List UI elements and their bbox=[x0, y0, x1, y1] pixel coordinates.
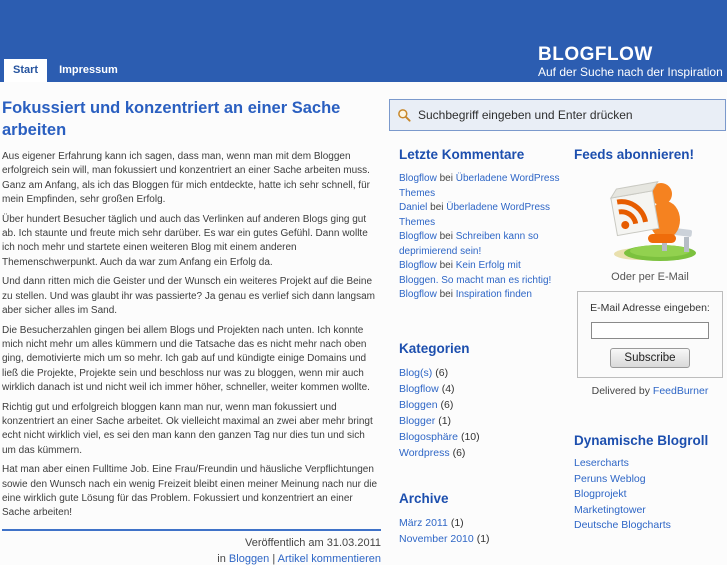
feeds-heading: Feeds abonnieren! bbox=[574, 147, 695, 162]
categories-heading: Kategorien bbox=[399, 341, 470, 356]
comment-author-link[interactable]: Blogflow bbox=[399, 289, 437, 300]
category-count: (6) bbox=[452, 447, 466, 459]
blogroll-link-deutsche-blogcharts[interactable]: Deutsche Blogcharts bbox=[574, 519, 671, 531]
article-column bbox=[2, 97, 381, 565]
archive-count: (1) bbox=[476, 533, 490, 545]
category-count: (6) bbox=[435, 367, 449, 379]
category-link[interactable]: Blogosphäre bbox=[399, 431, 458, 443]
category-item bbox=[399, 445, 562, 461]
blogroll-item bbox=[574, 456, 726, 472]
feeds-section bbox=[574, 147, 726, 397]
rss-mascot-image[interactable] bbox=[598, 170, 702, 262]
blogroll-item bbox=[574, 503, 726, 519]
article-meta-line bbox=[2, 549, 381, 565]
search-box[interactable] bbox=[389, 99, 726, 131]
nav-tab-start[interactable]: Start bbox=[4, 59, 47, 82]
meta-separator: | bbox=[269, 552, 278, 565]
recent-comments-heading: Letzte Kommentare bbox=[399, 147, 525, 162]
category-link[interactable]: Blogger bbox=[399, 415, 436, 427]
comment-sep: bei bbox=[436, 173, 456, 184]
archive-heading: Archive bbox=[399, 491, 449, 506]
comment-sep: bei bbox=[436, 260, 456, 271]
category-item bbox=[399, 413, 562, 429]
article-paragraph-4: Die Besucherzahlen gingen bei allem Blogs und Projekten nach unten. Ich konnte mich nicht mehr um alles kümmern und die Tatsache das es nicht mehr nach oben ging, demotivierte mich um so mehr. Ich gab auf und kündigte einige Domains und ließ die Projekte, Projekte sein und beschloss nur was zu bloggen, wenn mir auch wirklich danach ist und nicht weil ich immer höher, schneller, weiter kommen wollte. bbox=[2, 324, 370, 393]
feedburner-link[interactable]: FeedBurner bbox=[652, 385, 709, 397]
comment-sep: bei bbox=[427, 202, 447, 213]
blogroll-link-marketingtower[interactable]: Marketingtower bbox=[574, 503, 646, 516]
published-date: Veröffentlich am 31.03.2011 bbox=[245, 536, 381, 549]
comment-sep: bei bbox=[436, 231, 456, 242]
category-count: (4) bbox=[441, 383, 455, 395]
main-nav bbox=[4, 59, 127, 82]
email-subscribe-form bbox=[577, 291, 723, 378]
blogroll-link-lesercharts[interactable]: Lesercharts bbox=[574, 457, 629, 469]
meta-comment-link[interactable]: Artikel kommentieren bbox=[277, 552, 381, 565]
category-item bbox=[399, 381, 562, 397]
article-paragraph-1: Aus eigener Erfahrung kann ich sagen, dass man, wenn man mit dem Bloggen erfolgreich sein will, man fokussiert und konzentriert an einer Sache arbeiten muss. Ganz am Anfang, als ich das Bloggen für mich entdeckte, hatte ich sehr schnell, für mein Empfinden, sehr großen Erfolg. bbox=[2, 151, 370, 205]
archive-section bbox=[399, 491, 562, 547]
archive-list bbox=[399, 515, 562, 547]
comment-post-link[interactable]: Kein Erfolg mit Bloggen. So macht man es richtig! bbox=[399, 260, 552, 286]
blogroll-item bbox=[574, 472, 726, 488]
comment-post-link[interactable]: Überladene WordPress Themes bbox=[399, 202, 551, 228]
comment-author-link[interactable]: Daniel bbox=[399, 202, 428, 213]
blogroll-item bbox=[574, 518, 726, 534]
nav-tab-impressum[interactable]: Impressum bbox=[59, 64, 118, 76]
category-link[interactable]: Wordpress bbox=[399, 447, 450, 459]
category-item bbox=[399, 397, 562, 413]
email-form-label: E-Mail Adresse eingeben: bbox=[590, 302, 710, 314]
category-link[interactable]: Blogflow bbox=[399, 383, 439, 395]
archive-item bbox=[399, 515, 562, 531]
site-header bbox=[0, 0, 727, 82]
delivered-prefix: Delivered by bbox=[591, 385, 653, 397]
comment-post-link[interactable]: Schreiben kann so deprimierend sein! bbox=[399, 231, 539, 257]
comment-author-link[interactable]: Blogflow bbox=[399, 231, 437, 242]
category-item bbox=[399, 429, 562, 445]
comment-post-link[interactable]: Inspiration finden bbox=[455, 289, 532, 300]
search-icon bbox=[397, 108, 412, 123]
blogroll-heading: Dynamische Blogroll bbox=[574, 433, 709, 448]
article-paragraph-3: Und dann ritten mich die Geister und der Wunsch ein weiteres Projekt auf die Beine zu stellen. Und was glaubt ihr was passierte? Ja genau es verlief sich dann langsam aber sicher alles im Sand. bbox=[2, 276, 375, 316]
blogroll-link-peruns-weblog[interactable]: Peruns Weblog bbox=[574, 472, 646, 485]
comment-item bbox=[399, 230, 562, 259]
archive-count: (1) bbox=[450, 517, 464, 529]
subscribe-button[interactable]: Subscribe bbox=[610, 348, 689, 368]
article-paragraph-6: Hat man aber einen Fulltime Job. Eine Frau/Freundin und häusliche Verpflichtungen sowie den Wunsch nach ein wenig Freizeit bleibt einen meiner Meinung nach nur die eine wirklich gute Lösung für das Problem. Fokussiert und konzentriert an einer Sache arbeiten! bbox=[2, 464, 378, 519]
category-link[interactable]: Bloggen bbox=[399, 399, 438, 411]
category-count: (10) bbox=[460, 431, 480, 443]
or-email-label: Oder per E-Mail bbox=[611, 271, 689, 283]
site-tagline: Auf der Suche nach der Inspiration bbox=[538, 65, 723, 79]
comment-sep: bei bbox=[436, 289, 456, 300]
archive-link[interactable]: November 2010 bbox=[399, 533, 474, 545]
categories-section bbox=[399, 341, 562, 461]
comment-author-link[interactable]: Blogflow bbox=[399, 260, 437, 271]
comment-item bbox=[399, 288, 562, 303]
archive-link[interactable]: März 2011 bbox=[399, 517, 448, 529]
blogroll-list bbox=[574, 456, 726, 534]
search-input[interactable] bbox=[418, 108, 718, 122]
article-title: Fokussiert und konzentriert an einer Sache arbeiten bbox=[2, 99, 341, 139]
comment-author-link[interactable]: Blogflow bbox=[399, 173, 437, 184]
article-paragraph-2: Über hundert Besucher täglich und auch das Verlinken auf anderen Blogs ging gut ab. Ich staunte und freute mich sehr darüber. Es war ein gutes Gefühl. Dann wollte ich noch mehr und startete einen weiteren Blog mit einem anderen Themenschwerpunkt. Auch da war zum Anfang ein Erfolg da. bbox=[2, 213, 368, 268]
blogroll-item bbox=[574, 487, 726, 503]
delivered-by-line bbox=[574, 385, 726, 397]
recent-comments-section bbox=[399, 147, 562, 303]
article-paragraph-5: Richtig gut und erfolgreich bloggen kann man nur, wenn man fokussiert und konzentriert an einer Sache arbeitet. Ok vielleicht maximal an zwei aber mehr bringt echt nicht wirklich viel, es sei den man kann den ganzen Tag nur dies tun und sich um das kümmern. bbox=[2, 401, 373, 456]
site-title: BLOGFLOW bbox=[538, 44, 653, 65]
comment-post-link[interactable]: Überladene WordPress Themes bbox=[399, 173, 560, 199]
comment-item bbox=[399, 172, 562, 201]
blogroll-link-blogprojekt[interactable]: Blogprojekt bbox=[574, 488, 627, 500]
categories-list bbox=[399, 365, 562, 461]
site-brand bbox=[538, 44, 723, 79]
comment-item bbox=[399, 259, 562, 288]
category-link[interactable]: Blog(s) bbox=[399, 367, 433, 379]
meta-category-link[interactable]: Bloggen bbox=[228, 552, 270, 565]
email-input[interactable] bbox=[591, 322, 709, 339]
meta-prefix: in bbox=[217, 552, 229, 565]
category-count: (6) bbox=[440, 399, 454, 411]
category-count: (1) bbox=[438, 415, 452, 427]
blogroll-section bbox=[574, 433, 726, 534]
category-item bbox=[399, 365, 562, 381]
comment-item bbox=[399, 201, 562, 230]
recent-comments-list bbox=[399, 172, 562, 303]
